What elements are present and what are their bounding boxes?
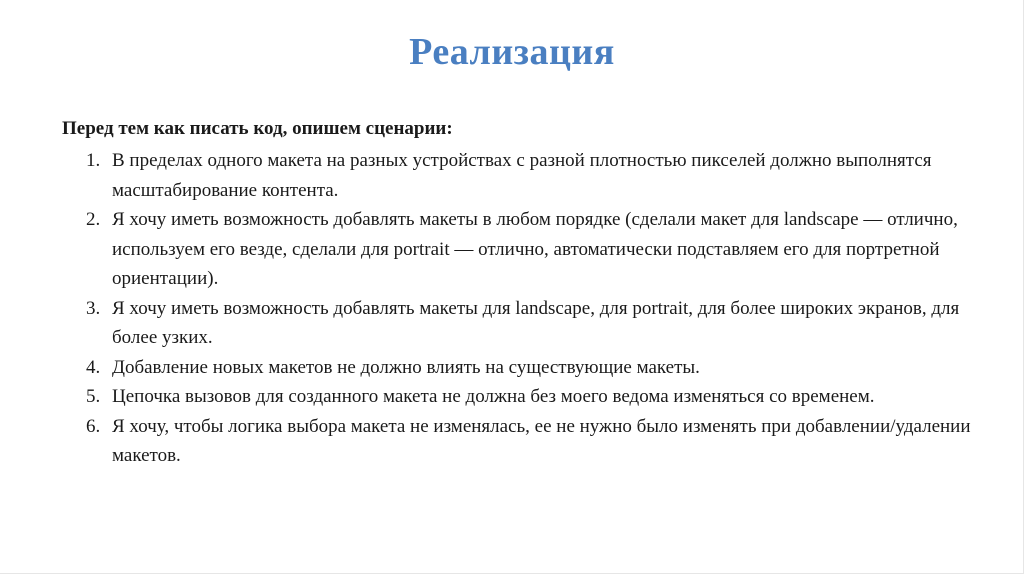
- list-item-text: Я хочу, чтобы логика выбора макета не изменялась, ее не нужно было изменять при добавлении/удалении макетов.: [112, 415, 971, 466]
- list-item-number: 1.: [86, 150, 101, 171]
- list-item: [62, 353, 982, 383]
- list-item-number: 5.: [86, 386, 101, 407]
- list-item-number: 2.: [86, 209, 101, 230]
- list-item: [62, 382, 982, 412]
- list-item-number: 6.: [86, 415, 101, 437]
- list-item: [62, 146, 982, 205]
- list-item-text: Я хочу иметь возможность добавлять макеты в любом порядке (сделали макет для landscape — отлично, используем его везде, сделали для portrait — отлично, автоматически подставляем его для портретной ориентации).: [112, 209, 958, 289]
- list-item-text: Добавление новых макетов не должно влиять на существующие макеты.: [112, 356, 700, 378]
- list-item: [62, 294, 982, 353]
- list-item-number: 4.: [86, 356, 101, 378]
- slide-title: Реализация: [409, 31, 615, 73]
- list-item-text: Цепочка вызовов для созданного макета не должна без моего ведома изменяться со временем.: [112, 386, 875, 407]
- list-item: [62, 205, 982, 294]
- list-item-number: 3.: [86, 297, 101, 319]
- list-item: [62, 412, 982, 471]
- scenario-list: [62, 146, 982, 471]
- intro-text: Перед тем как писать код, опишем сценарии:: [62, 118, 453, 139]
- list-item-text: В пределах одного макета на разных устройствах с разной плотностью пикселей должно выполнятся масштабирование контента.: [112, 150, 932, 201]
- slide-content: [62, 114, 982, 471]
- list-item-text: Я хочу иметь возможность добавлять макеты для landscape, для portrait, для более широких экранов, для более узких.: [112, 297, 960, 348]
